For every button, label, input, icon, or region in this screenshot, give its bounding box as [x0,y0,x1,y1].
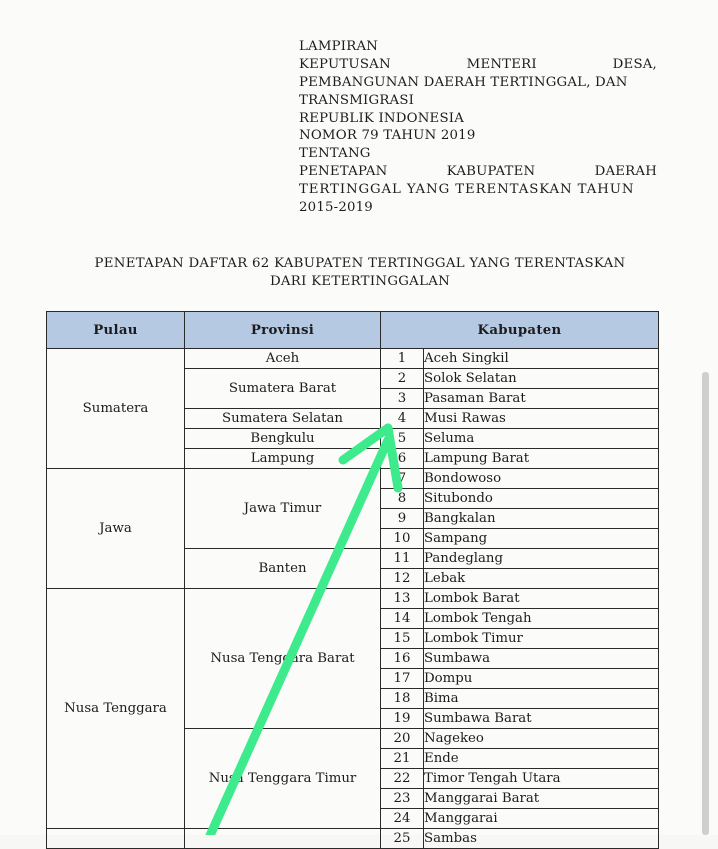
arrow-shaft [208,440,388,835]
kabupaten-cell: Solok Selatan [424,369,659,389]
arrow-head-right [388,428,398,488]
menteri-word: MENTERI [466,56,537,72]
kabupaten-cell: Pasaman Barat [424,389,659,409]
kabupaten-cell: Sumbawa Barat [424,709,659,729]
kabupaten-cell: Manggarai [424,809,659,829]
kabupaten-cell: Musi Rawas [424,409,659,429]
row-number: 3 [381,389,424,409]
row-number: 24 [381,809,424,829]
penetapan-word: PENETAPAN [299,164,388,180]
transmigrasi-line: TRANSMIGRASI [299,92,415,108]
title-line-1: PENETAPAN DAFTAR 62 KABUPATEN TERTINGGAL YANG TERENTASKAN [94,256,626,271]
row-number: 23 [381,789,424,809]
provinsi-cell: Aceh [185,349,381,369]
row-number: 25 [381,829,424,849]
daerah-word: DAERAH [594,164,657,180]
pulau-cell: Sumatera [47,349,185,469]
row-number: 6 [381,449,424,469]
row-number: 1 [381,349,424,369]
kabupaten-cell: Aceh Singkil [424,349,659,369]
pulau-cell: Jawa [47,469,185,589]
kabupaten-cell: Bondowoso [424,469,659,489]
row-number: 19 [381,709,424,729]
nomor-line: NOMOR 79 TAHUN 2019 [299,128,476,144]
row-number: 2 [381,369,424,389]
row-number: 13 [381,589,424,609]
provinsi-cell: Jawa Timur [185,469,381,549]
row-number: 9 [381,509,424,529]
year-range-line: 2015-2019 [299,200,373,216]
row-number: 5 [381,429,424,449]
provinsi-cell: Nusa Tenggara Timur [185,729,381,829]
tertinggal-line: TERTINGGAL YANG TERENTASKAN TAHUN [299,182,635,198]
kabupaten-cell: Sampang [424,529,659,549]
header-provinsi: Provinsi [185,312,381,349]
republik-line: REPUBLIK INDONESIA [299,110,465,126]
row-number: 18 [381,689,424,709]
row-number: 22 [381,769,424,789]
kabupaten-cell: Seluma [424,429,659,449]
row-number: 12 [381,569,424,589]
kabupaten-cell: Dompu [424,669,659,689]
row-number: 8 [381,489,424,509]
provinsi-cell: Lampung [185,449,381,469]
lampiran-label: LAMPIRAN [299,39,379,54]
scrollbar[interactable] [702,372,709,835]
tentang-line: TENTANG [299,146,371,162]
row-number: 10 [381,529,424,549]
kabupaten-cell: Lebak [424,569,659,589]
pulau-cell: Nusa Tenggara [47,589,185,829]
row-number: 15 [381,629,424,649]
provinsi-cell: Banten [185,549,381,589]
row-number: 4 [381,409,424,429]
kabupaten-cell: Bangkalan [424,509,659,529]
row-number: 17 [381,669,424,689]
title-line-2: DARI KETERTINGGALAN [269,274,451,289]
provinsi-cell: Nusa Tenggara Barat [185,589,381,729]
keputusan-word: KEPUTUSAN [299,56,391,72]
row-number: 16 [381,649,424,669]
kabupaten-cell: Lampung Barat [424,449,659,469]
row-number: 7 [381,469,424,489]
kabupaten-cell: Situbondo [424,489,659,509]
kabupaten-cell: Ende [424,749,659,769]
provinsi-cell: Bengkulu [185,429,381,449]
desa-word: DESA, [612,56,657,72]
provinsi-cell: Sumatera Barat [185,369,381,409]
kabupaten-cell: Lombok Tengah [424,609,659,629]
kabupaten-cell: Lombok Timur [424,629,659,649]
row-number: 14 [381,609,424,629]
row-number: 11 [381,549,424,569]
kabupaten-cell: Pandeglang [424,549,659,569]
header-pulau: Pulau [47,312,185,349]
kabupaten-cell: Sambas [424,829,659,849]
provinsi-cell: Sumatera Selatan [185,409,381,429]
kabupaten-cell: Timor Tengah Utara [424,769,659,789]
kabupaten-word: KABUPATEN [446,164,536,180]
ministry-line: PEMBANGUNAN DAERAH TERTINGGAL, DAN [299,74,628,90]
kabupaten-cell: Sumbawa [424,649,659,669]
kabupaten-cell: Nagekeo [424,729,659,749]
kabupaten-cell: Lombok Barat [424,589,659,609]
row-number: 20 [381,729,424,749]
row-number: 21 [381,749,424,769]
kabupaten-cell: Bima [424,689,659,709]
header-kabupaten: Kabupaten [381,312,659,349]
kabupaten-cell: Manggarai Barat [424,789,659,809]
